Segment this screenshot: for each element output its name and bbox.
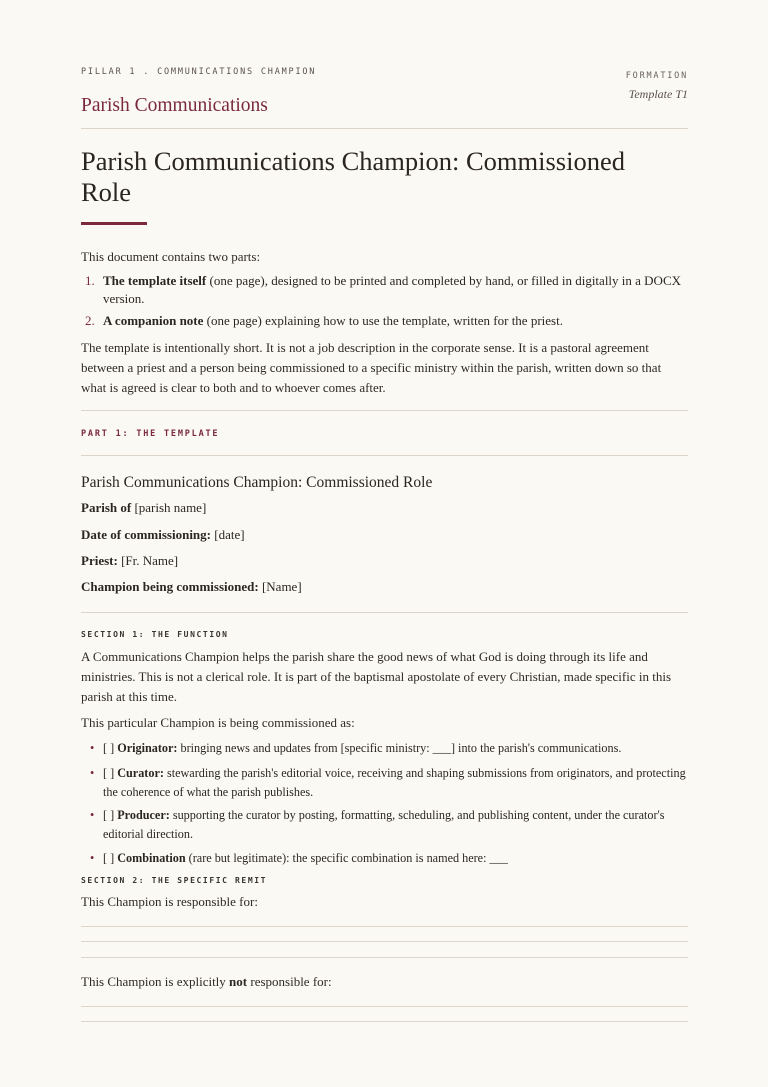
intro-item-2 bbox=[81, 312, 681, 330]
intro-lead: This document contains two parts: bbox=[81, 249, 261, 264]
role-name: Originator: bbox=[117, 741, 178, 755]
item-number: 1. bbox=[85, 273, 95, 288]
role-desc: stewarding the parish's editorial voice, receiving and shaping submissions from originators, and protecting the coherence of what the parish publishes. bbox=[103, 766, 686, 799]
field-value: [Fr. Name] bbox=[117, 553, 179, 568]
not-emphasis: not bbox=[229, 974, 248, 989]
bullet-dot: • bbox=[90, 766, 95, 780]
fill-in-line bbox=[81, 926, 688, 927]
intro-paragraph: The template is intentionally short. It is not a job description in the corporate sense. It is a pastoral agreement between a priest and a person being commissioned to a specific ministry within the parish, written down so that what is agreed is clear to both and to whoever comes after. bbox=[81, 340, 662, 395]
role-option-curator bbox=[81, 764, 688, 802]
field-date bbox=[81, 527, 245, 543]
pillar-eyebrow: PILLAR 1 . COMMUNICATIONS CHAMPION bbox=[81, 67, 317, 77]
role-name: Curator: bbox=[117, 766, 164, 780]
title-accent-bar bbox=[81, 222, 147, 225]
role-option-producer bbox=[81, 806, 688, 844]
field-label: Champion being commissioned: bbox=[81, 579, 259, 594]
template-id: Template T1 bbox=[628, 87, 688, 101]
divider bbox=[81, 455, 688, 456]
bullet-dot: • bbox=[90, 851, 95, 865]
field-value: [date] bbox=[211, 527, 245, 542]
section-1-heading: SECTION 1: THE FUNCTION bbox=[81, 630, 229, 639]
checkbox-placeholder: [ ] bbox=[103, 851, 115, 865]
fill-in-line bbox=[81, 1021, 688, 1022]
role-option-combination bbox=[81, 849, 688, 868]
section-2-heading: SECTION 2: THE SPECIFIC REMIT bbox=[81, 876, 268, 885]
item-text: (one page) explaining how to use the template, written for the priest. bbox=[203, 313, 563, 328]
not-responsible-for-label bbox=[81, 972, 688, 992]
section-1-lead: This particular Champion is being commissioned as: bbox=[81, 715, 355, 730]
field-champion bbox=[81, 579, 302, 595]
divider bbox=[81, 612, 688, 613]
not-post: responsible for: bbox=[247, 974, 332, 989]
role-desc: supporting the curator by posting, formatting, scheduling, and publishing content, under the curator's editorial direction. bbox=[103, 808, 665, 841]
role-desc: bringing news and updates from [specific ministry: ___] into the parish's communications. bbox=[177, 741, 622, 755]
template-meta bbox=[626, 71, 688, 102]
field-label: Priest: bbox=[81, 553, 118, 568]
formation-label: FORMATION bbox=[625, 71, 688, 81]
item-text: (one page), designed to be printed and completed by hand, or filled in digitally in a DOCX version. bbox=[103, 273, 682, 306]
item-bold: A companion note bbox=[103, 313, 204, 328]
role-option-originator bbox=[81, 739, 688, 758]
role-name: Producer: bbox=[117, 808, 170, 822]
fill-in-line bbox=[81, 957, 688, 958]
document-title: Parish Communications Champion: Commissioned Role bbox=[81, 146, 625, 207]
role-name: Combination bbox=[117, 851, 186, 865]
bullet-dot: • bbox=[90, 741, 95, 755]
section-1-paragraph: A Communications Champion helps the parish share the good news of what God is doing through its life and ministries. This is not a clerical role. It is part of the baptismal apostolate of every Christian, made specific in this parish at this time. bbox=[81, 649, 672, 704]
field-label: Parish of bbox=[81, 500, 132, 515]
field-label: Date of commissioning: bbox=[81, 527, 211, 542]
fill-in-line bbox=[81, 1006, 688, 1007]
field-value: [Name] bbox=[258, 579, 302, 594]
item-bold: The template itself bbox=[103, 273, 207, 288]
field-parish bbox=[81, 500, 206, 516]
fill-in-line bbox=[81, 941, 688, 942]
divider bbox=[81, 128, 688, 129]
role-desc: (rare but legitimate): the specific combination is named here: ___ bbox=[185, 851, 508, 865]
part-1-heading: PART 1: THE TEMPLATE bbox=[81, 429, 220, 439]
checkbox-placeholder: [ ] bbox=[103, 808, 115, 822]
bullet-dot: • bbox=[90, 808, 95, 822]
responsible-for-label: This Champion is responsible for: bbox=[81, 894, 258, 909]
field-value: [parish name] bbox=[131, 500, 207, 515]
intro-item-1 bbox=[81, 272, 681, 308]
checkbox-placeholder: [ ] bbox=[103, 741, 115, 755]
template-title: Parish Communications Champion: Commissioned Role bbox=[81, 474, 433, 491]
field-priest bbox=[81, 553, 178, 569]
divider bbox=[81, 410, 688, 411]
brand-title: Parish Communications bbox=[81, 95, 268, 116]
checkbox-placeholder: [ ] bbox=[103, 766, 115, 780]
not-pre: This Champion is explicitly bbox=[81, 974, 230, 989]
item-number: 2. bbox=[85, 313, 95, 328]
